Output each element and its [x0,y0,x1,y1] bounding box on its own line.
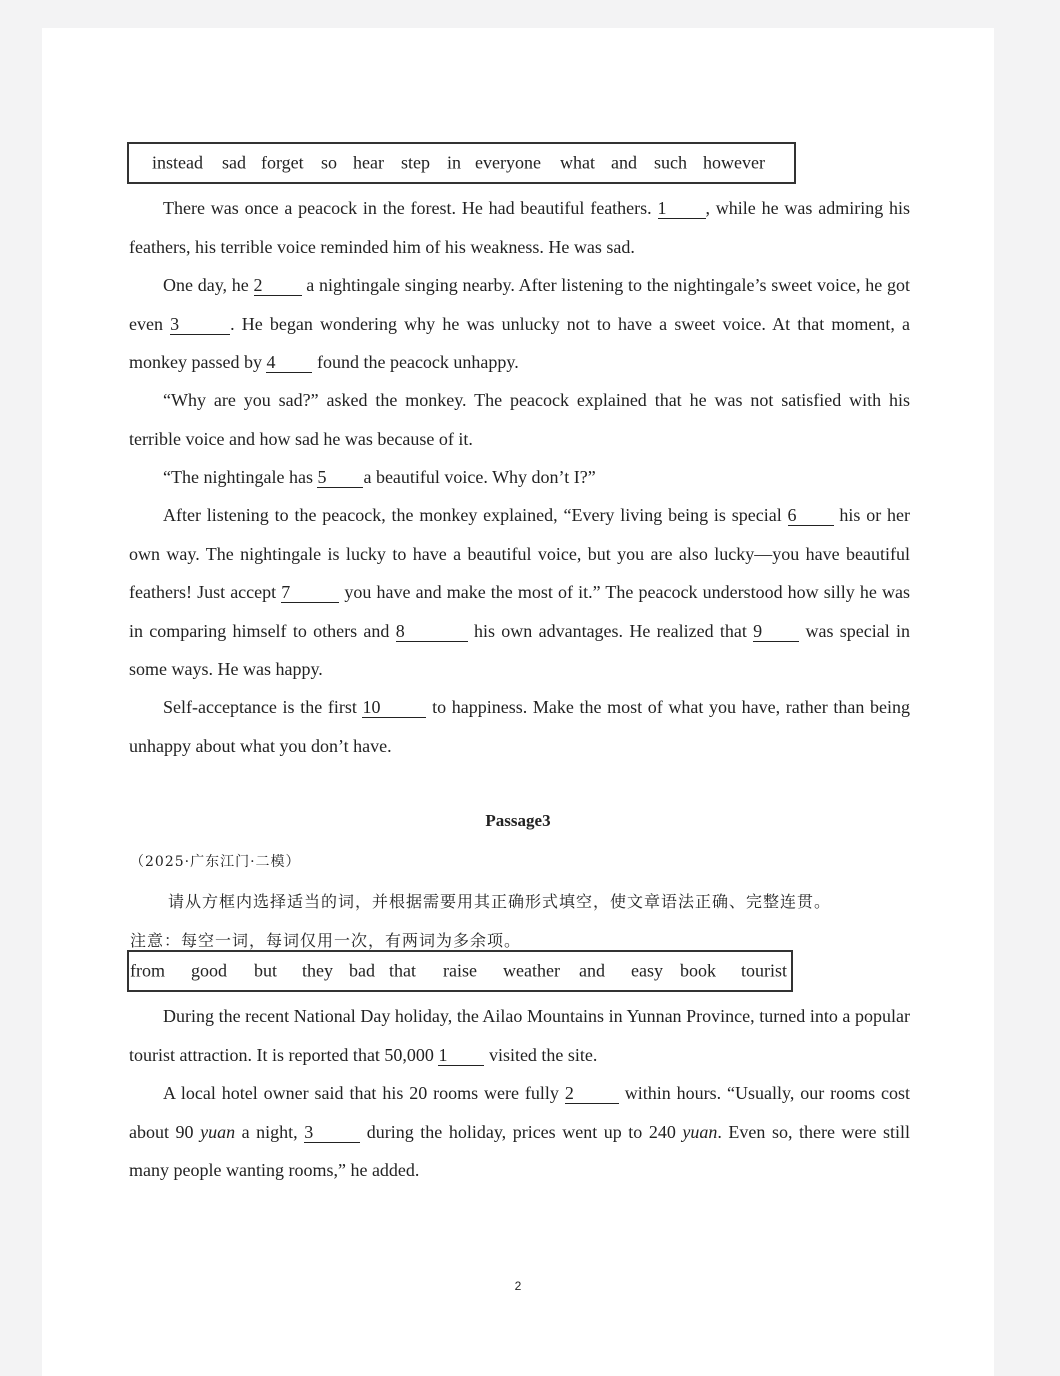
word-box-item: book [680,960,716,981]
word-box-item: what [560,152,595,173]
word-box-item: everyone [475,152,541,173]
word-box-item: raise [443,960,477,981]
word-box-item: so [321,152,338,173]
source-label: （2025·广东江门·二模） [130,854,301,870]
paragraph-text: “The nightingale has [163,467,313,487]
paragraph: “Why are you sad?” asked the monkey. The peacock explained that he was not satisfied with his terrible voice and how sad he was because of it. [129,390,910,449]
word-box-item: that [389,960,416,981]
word-box-item: and [611,152,637,173]
paragraph-text: to happiness. Make the most of what you have, rather than being unhappy about what you don’t have. [129,697,911,756]
paragraph-text: . He began wondering why he was unlucky not to have a sweet voice. At that moment, a monkey passed by [129,313,910,372]
word-box-item: instead [152,152,203,173]
blank-10: 10 [362,697,426,718]
paragraph-text: After listening to the peacock, the monkey explained, “Every living being is special [163,505,782,525]
word-box-item: but [254,960,278,981]
word-box-item: bad [349,960,375,981]
paragraph-text: his or her own way. The nightingale is lucky to have a beautiful voice, but you are also lucky—you have beautiful feathers! Just accept [129,505,911,602]
paragraph-text: During the recent National Day holiday, the Ailao Mountains in Yunnan Province, turned into a popular tourist attraction. It is reported that 50,000 [129,1006,910,1065]
blank-7: 7 [281,582,339,603]
word-box-item: sad [222,152,246,173]
paragraph-text: visited the site. [488,1044,598,1065]
blank-5: 5 [317,467,363,488]
paragraph [129,266,910,382]
word-box-item: in [447,152,462,173]
word-box-item: easy [631,960,663,981]
blank-p3-3: 3 [304,1122,360,1143]
document-page [42,28,994,1376]
word-box-item: and [579,960,605,981]
passage-title: Passage3 [485,811,551,830]
paragraph [129,189,910,266]
word-box-passage3 [127,950,793,992]
blank-2: 2 [254,275,302,296]
word-box-item: step [401,152,430,173]
paragraph-text: a beautiful voice. Why don’t I?” [363,467,596,487]
paragraph-text: Self-acceptance is the first [163,697,357,717]
paragraph [129,1074,910,1190]
blank-8: 8 [396,621,468,642]
paragraph-text: during the holiday, prices went up to 240 [366,1121,676,1142]
paragraph-text: There was once a peacock in the forest. He had beautiful feathers. [163,198,652,218]
paragraph-text: was special in some ways. He was happy. [129,620,911,679]
blank-1: 1 [658,198,706,219]
word-box-item: they [302,960,333,981]
paragraph-text: a night, [241,1121,298,1142]
paragraph [129,997,910,1074]
instruction-line-1: 请从方框内选择适当的词，并根据需要用其正确形式填空，使文章语法正确、完整连贯。 [168,892,832,911]
paragraph-text: within hours. “Usually, our rooms cost about 90 [129,1083,911,1142]
paragraph-text: A local hotel owner said that his 20 rooms were fully [163,1083,559,1103]
instruction-line-2: 注意：每空一词，每词仅用一次，有两词为多余项。 [130,931,522,950]
paragraph [129,458,910,497]
blank-4: 4 [266,352,312,373]
word-box-item: from [130,960,165,981]
paragraph-text: , while he was admiring his feathers, his terrible voice reminded him of his weakness. He was sad. [129,198,911,257]
page-number: 2 [514,1279,522,1293]
blank-3: 3 [170,314,230,335]
word-box-item: however [703,152,765,173]
blank-9: 9 [753,621,799,642]
paragraph [129,496,910,689]
paragraph [129,688,910,765]
word-box-passage2 [127,142,796,184]
paragraph-text: yuan [200,1121,236,1142]
paragraph-text: found the peacock unhappy. [316,352,519,372]
word-box-item: good [191,960,227,981]
paragraph-text: One day, he [163,275,249,295]
page-content [42,28,994,1376]
paragraph-text: you have and make the most of it.” The peacock understood how silly he was in comparing himself to others and [129,582,911,641]
word-box-item: tourist [741,960,788,981]
word-box-item: forget [261,152,304,173]
word-box-item: such [654,152,687,173]
word-box-item: hear [353,152,384,173]
paragraph-text: his own advantages. He realized that [474,620,747,641]
paragraph-text: . Even so, there were still many people wanting rooms,” he added. [129,1121,911,1180]
blank-6: 6 [788,505,834,526]
paragraph-text: yuan [682,1121,718,1142]
paragraph-text: a nightingale singing nearby. After listening to the nightingale’s sweet voice, he got even [129,275,910,334]
word-box-item: weather [503,960,560,981]
blank-p3-2: 2 [565,1083,619,1104]
blank-p3-1: 1 [438,1045,484,1066]
